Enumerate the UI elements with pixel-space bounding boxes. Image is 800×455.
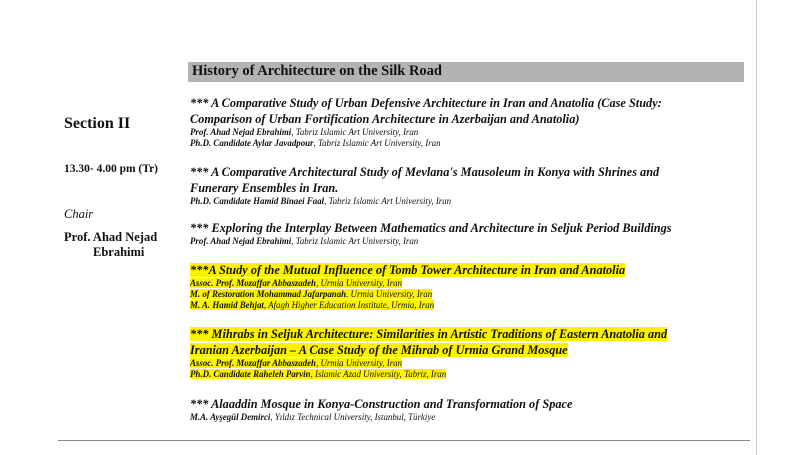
author-name: Prof. Ahad Nejad Ebrahimi (190, 236, 292, 246)
paper-title-line: ***A Study of the Mutual Influence of Tomb Tower Architecture in Iran and Anatolia (190, 263, 626, 277)
paper-entry-highlighted (190, 262, 740, 311)
author-line (190, 358, 740, 369)
session-title: History of Architecture on the Silk Road (192, 63, 442, 79)
paper-title-line: *** A Comparative Architectural Study of Mevlana's Mausoleum in Konya with Shrines and (190, 165, 660, 179)
author-line (190, 278, 740, 289)
author-name: M.A. Ayşegül Demirci (190, 412, 271, 422)
author-name: Assoc. Prof. Mozaffar Abbaszadeh (190, 278, 316, 288)
author-line (190, 127, 740, 138)
author-line (190, 412, 740, 423)
author-affiliation: , Tabriz Islamic Art University, Iran (313, 138, 441, 148)
author-name: Assoc. Prof. Mozaffar Abbaszadeh (190, 358, 316, 368)
author-affiliation: , Islamic Azad University, Tabriz, Iran (310, 369, 447, 379)
author-line (190, 196, 740, 207)
paper-entry (190, 396, 740, 423)
paper-title-line: Iranian Azerbaijan – A Case Study of the Mihrab of Urmia Grand Mosque (190, 343, 568, 357)
paper-title-line: Comparison of Urban Fortification Architecture in Azerbaijan and Anatolia) (190, 112, 580, 126)
paper-title (190, 220, 740, 236)
paper-title-line: Funerary Ensembles in Iran. (190, 181, 339, 195)
author-line (190, 138, 740, 149)
author-name: Ph.D. Candidate Aylar Javadpour (190, 138, 314, 148)
paper-title-line: *** Exploring the Interplay Between Mathematics and Architecture in Seljuk Period Buildings (190, 221, 672, 235)
author-name: Ph.D. Candidate Hamid Binaei Faal (190, 196, 325, 206)
paper-title-line: *** Alaaddin Mosque in Konya-Construction and Transformation of Space (190, 397, 573, 411)
chair-name-line2: Ebrahimi (93, 245, 145, 259)
chair-label: Chair (64, 207, 94, 221)
author-affiliation: . Urmia University, Iran (346, 289, 433, 299)
author-name: Ph.D. Candidate Raheleh Parvin (190, 369, 311, 379)
author-affiliation: , Urmia University, Iran (316, 358, 403, 368)
chair-name (64, 230, 184, 260)
author-line (190, 300, 740, 311)
paper-title (190, 396, 740, 412)
page-bottom-rule (58, 440, 750, 441)
paper-title (190, 95, 740, 127)
paper-title (190, 326, 740, 358)
author-affiliation: , Urmia University, Iran (316, 278, 403, 288)
session-time: 13.30- 4.00 pm (Tr) (64, 163, 159, 175)
author-name: M. of Restoration Mohammad Jafarpanah (190, 289, 347, 299)
chair-name-line1: Prof. Ahad Nejad (64, 230, 158, 244)
author-line (190, 369, 740, 380)
section-label: Section II (64, 115, 131, 132)
paper-title-line: *** A Comparative Study of Urban Defensive Architecture in Iran and Anatolia (Case Study: (190, 96, 662, 110)
paper-title (190, 164, 740, 196)
paper-entry (190, 95, 740, 149)
session-header (188, 62, 744, 82)
author-affiliation: , Tabriz Islamic Art University, Iran (291, 236, 419, 246)
author-affiliation: , Tabriz Islamic Art University, Iran (291, 127, 419, 137)
paper-title (190, 262, 740, 278)
author-affiliation: , Tabriz Islamic Art University, Iran (324, 196, 452, 206)
author-line (190, 236, 740, 247)
author-affiliation: , Afagh Higher Education Institute, Urmia, Iran (263, 300, 435, 310)
page-edge (756, 0, 757, 455)
paper-title-line: *** Mihrabs in Seljuk Architecture: Similarities in Artistic Traditions of Eastern Anatolia and (190, 327, 668, 341)
author-affiliation: , Yıldız Technical University, Istanbul, Türkiye (270, 412, 436, 422)
paper-entry (190, 220, 740, 247)
paper-entry-highlighted (190, 326, 740, 380)
paper-entry (190, 164, 740, 207)
author-name: Prof. Ahad Nejad Ebrahimi (190, 127, 292, 137)
author-line (190, 289, 740, 300)
author-name: M. A. Hamid Behjat (190, 300, 264, 310)
